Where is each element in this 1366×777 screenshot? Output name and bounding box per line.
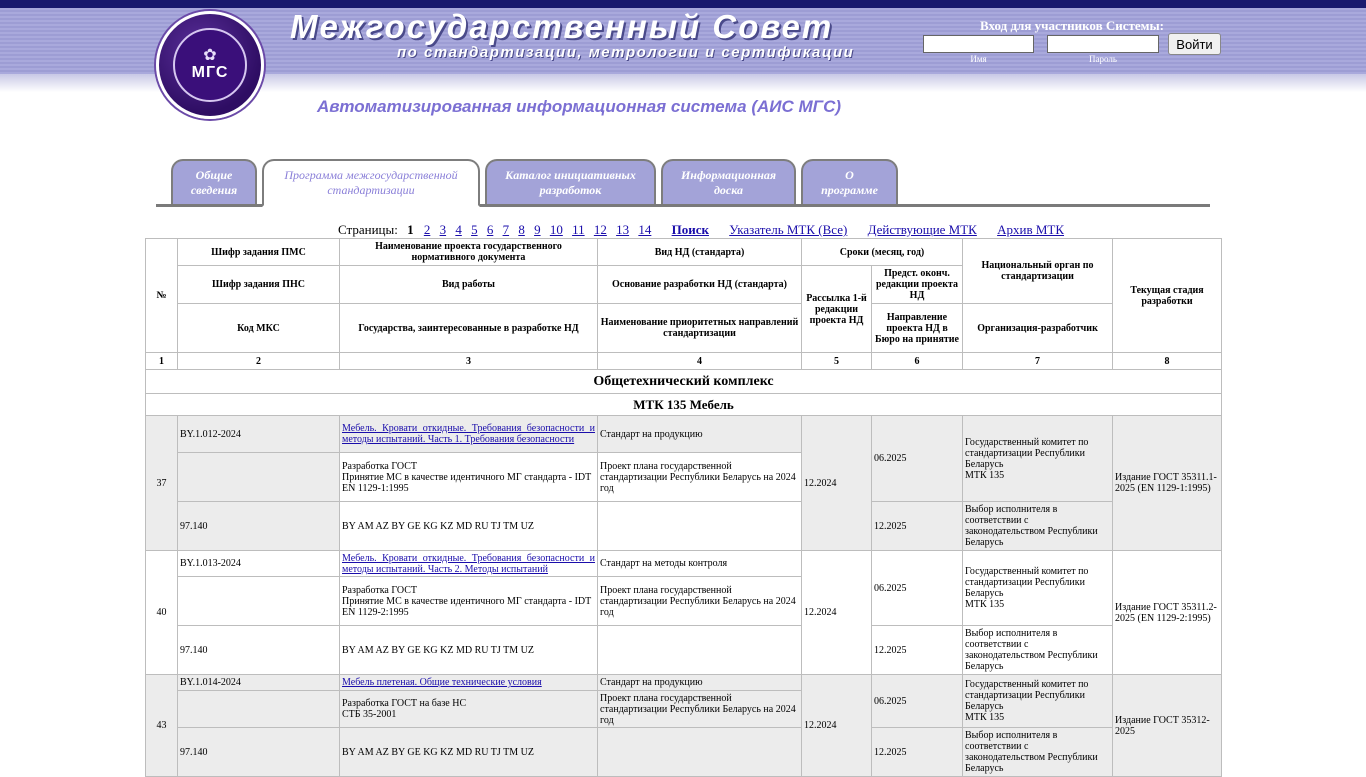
pns-code: [178, 453, 340, 502]
page-link[interactable]: 11: [572, 222, 585, 237]
work-type: [340, 453, 598, 502]
col-header-bureau: Направление проекта НД в Бюро на принятие: [872, 304, 963, 353]
emblem-icon: ✿: [203, 47, 217, 64]
states: BY AM AZ BY GE KG KZ MD RU TJ TM UZ: [340, 728, 598, 777]
priority: [598, 728, 802, 777]
bureau-date: 12.2025: [872, 728, 963, 777]
page-link[interactable]: 5: [471, 222, 478, 237]
current-stage: Издание ГОСТ 35311.2-2025 (EN 1129-2:1995): [1113, 551, 1222, 675]
national-body: [963, 551, 1113, 626]
col-number: 4: [598, 353, 802, 370]
work-type-text: Разработка ГОСТ: [342, 584, 418, 596]
project-title-link[interactable]: Мебель. Кровати откидные. Требования безопасности и методы испытаний. Часть 2. Методы испытаний: [342, 552, 595, 575]
nd-type: Стандарт на продукцию: [598, 416, 802, 453]
basis: Проект плана государственной стандартизации Республики Беларусь на 2024 год: [598, 453, 802, 502]
col-header-mks: Код МКС: [178, 304, 340, 353]
tc-name: МТК 135: [965, 469, 1005, 481]
logo-emblem: [173, 28, 247, 102]
work-type-text: Разработка ГОСТ: [342, 460, 418, 472]
work-type-detail: Принятие МС в качестве идентичного МГ стандарта - IDT: [342, 471, 592, 483]
login-button[interactable]: Войти: [1168, 33, 1221, 55]
national-body: [963, 416, 1113, 502]
page-link[interactable]: 14: [638, 222, 652, 237]
project-title-link[interactable]: Мебель. Кровати откидные. Требования безопасности и методы испытаний. Часть 1. Требования безопасности: [342, 423, 595, 445]
col-number: 8: [1113, 353, 1222, 370]
source-standard: EN 1129-2:1995: [342, 606, 409, 618]
page-link[interactable]: 9: [534, 222, 541, 237]
page-link[interactable]: 4: [455, 222, 462, 237]
col-header-national-body: Национальный орган по стандартизации: [963, 239, 1113, 304]
current-page: 1: [407, 222, 414, 237]
project-title-link[interactable]: Мебель плетеная. Общие технические условия: [342, 677, 542, 688]
col-header-states: Государства, заинтересованные в разработке НД: [340, 304, 598, 353]
bureau-date: 12.2025: [872, 626, 963, 675]
project-title-cell: [340, 675, 598, 691]
login-password-label: Пароль: [1089, 54, 1117, 64]
tc-name: МТК 135: [965, 599, 1005, 610]
col-number: 3: [340, 353, 598, 370]
col-header-nd-type: Вид НД (стандарта): [598, 239, 802, 266]
col-header-title: Наименование проекта государственного нормативного документа: [340, 239, 598, 266]
states: BY AM AZ BY GE KG KZ MD RU TJ TM UZ: [340, 502, 598, 551]
row-number: 37: [146, 416, 178, 551]
row-number: 43: [146, 675, 178, 777]
col-header-developer: Организация-разработчик: [963, 304, 1113, 353]
col-number: 7: [963, 353, 1113, 370]
login-name-input[interactable]: [923, 35, 1034, 53]
page-link[interactable]: 3: [439, 222, 447, 237]
program-table: [145, 238, 1222, 777]
tab-label-line2: разработок: [539, 183, 602, 197]
ais-title: Автоматизированная информационная система (АИС МГС): [317, 97, 842, 116]
tab-about-program[interactable]: [801, 159, 898, 205]
org-title: Межгосударственный Совет: [290, 8, 834, 45]
tab-info-board[interactable]: [661, 159, 796, 205]
col-header-final-edition: Предст. оконч. редакции проекта НД: [872, 266, 963, 304]
col-header-deadlines: Сроки (месяц, год): [802, 239, 963, 266]
page-link[interactable]: 6: [486, 222, 494, 237]
page-link[interactable]: 8: [518, 222, 525, 237]
tab-label-line1: Общие: [195, 168, 233, 182]
col-header-priority: Наименование приоритетных направлений стандартизации: [598, 304, 802, 353]
national-body-text: Государственный комитет по стандартизации Республики Беларусь: [965, 436, 1089, 470]
work-type-detail: СТБ 35-2001: [342, 709, 397, 720]
tab-label-line1: Каталог инициативных: [505, 168, 636, 182]
pns-code: [178, 691, 340, 728]
nd-type: Стандарт на продукцию: [598, 675, 802, 691]
distribution-date: 12.2024: [802, 416, 872, 551]
col-number: 1: [146, 353, 178, 370]
current-stage: Издание ГОСТ 35311.1-2025 (EN 1129-1:1995): [1113, 416, 1222, 551]
final-edition-date: 06.2025: [872, 416, 963, 502]
distribution-date: 12.2024: [802, 551, 872, 675]
tab-label-line1: Программа межгосударственной: [284, 168, 458, 182]
priority: [598, 502, 802, 551]
project-title-cell: [340, 416, 598, 453]
national-body-text: Государственный комитет по стандартизации Республики Беларусь: [965, 679, 1089, 712]
source-standard: EN 1129-1:1995: [342, 482, 409, 494]
work-type: [340, 691, 598, 728]
pns-code: [178, 577, 340, 626]
national-body-text: Государственный комитет по стандартизации Республики Беларусь: [965, 566, 1089, 599]
work-type-detail: Принятие МС в качестве идентичного МГ стандарта - IDT: [342, 595, 592, 607]
col-header-distribution: Рассылка 1-й редакции проекта НД: [802, 266, 872, 353]
national-body: [963, 675, 1113, 728]
login-password-input[interactable]: [1047, 35, 1159, 53]
distribution-date: 12.2024: [802, 675, 872, 777]
subsection-title: МТК 135 Мебель: [146, 394, 1222, 416]
login-title: Вход для участников Системы:: [980, 18, 1164, 33]
pagination: [338, 222, 1067, 238]
col-number: 6: [872, 353, 963, 370]
basis: Проект плана государственной стандартизации Республики Беларусь на 2024 год: [598, 691, 802, 728]
col-number: 5: [802, 353, 872, 370]
org-subtitle: по стандартизации, метрологии и сертификации: [397, 44, 855, 61]
nd-type: Стандарт на методы контроля: [598, 551, 802, 577]
tab-label-line2: стандартизации: [327, 183, 415, 197]
work-type: [340, 577, 598, 626]
row-number: 40: [146, 551, 178, 675]
pms-code: BY.1.012-2024: [178, 416, 340, 453]
project-title-cell: [340, 551, 598, 577]
states: BY AM AZ BY GE KG KZ MD RU TJ TM UZ: [340, 626, 598, 675]
active-mtk-link[interactable]: Действующие МТК: [867, 222, 977, 237]
tab-label-line2: доска: [713, 183, 744, 197]
mks-code: 97.140: [178, 626, 340, 675]
pages-label: Страницы:: [338, 222, 398, 237]
login-name-label: Имя: [970, 54, 987, 64]
tab-label-line2: программе: [821, 183, 878, 197]
tab-initiative-catalog[interactable]: [485, 159, 656, 205]
col-header-pns: Шифр задания ПНС: [178, 266, 340, 304]
page-link[interactable]: 13: [616, 222, 630, 237]
tc-name: МТК 135: [965, 712, 1005, 723]
tab-label-line2: сведения: [190, 183, 238, 197]
page-link[interactable]: 7: [502, 222, 510, 237]
search-link[interactable]: Поиск: [671, 222, 709, 237]
tab-general-info[interactable]: [171, 159, 257, 205]
logo-abbreviation: МГС: [191, 64, 229, 81]
header-top-stripe: [0, 0, 1366, 8]
work-type-text: Разработка ГОСТ на базе НС: [342, 698, 467, 709]
page-link[interactable]: 10: [549, 222, 563, 237]
tab-standardization-program[interactable]: [262, 159, 480, 207]
pms-code: BY.1.013-2024: [178, 551, 340, 577]
tab-label-line1: О: [845, 168, 854, 182]
mtk-archive-link[interactable]: Архив МТК: [997, 222, 1065, 237]
mks-code: 97.140: [178, 728, 340, 777]
final-edition-date: 06.2025: [872, 675, 963, 728]
col-header-basis: Основание разработки НД (стандарта): [598, 266, 802, 304]
current-stage: Издание ГОСТ 35312-2025: [1113, 675, 1222, 777]
mks-code: 97.140: [178, 502, 340, 551]
col-header-stage: Текущая стадия разработки: [1113, 239, 1222, 353]
col-header-num: №: [146, 239, 178, 353]
page-link[interactable]: 2: [423, 222, 431, 237]
col-header-work-type: Вид работы: [340, 266, 598, 304]
basis: Проект плана государственной стандартизации Республики Беларусь на 2024 год: [598, 577, 802, 626]
page-link[interactable]: 12: [593, 222, 607, 237]
col-number: 2: [178, 353, 340, 370]
priority: [598, 626, 802, 675]
col-header-pms: Шифр задания ПМС: [178, 239, 340, 266]
final-edition-date: 06.2025: [872, 551, 963, 626]
mgs-logo[interactable]: [156, 11, 264, 119]
tab-label-line1: Информационная: [680, 168, 777, 182]
mtk-index-link[interactable]: Указатель МТК (Все): [729, 222, 848, 237]
pms-code: BY.1.014-2024: [178, 675, 340, 691]
developer: Выбор исполнителя в соответствии с законодательством Республики Беларусь: [963, 626, 1113, 675]
bureau-date: 12.2025: [872, 502, 963, 551]
developer: Выбор исполнителя в соответствии с законодательством Республики Беларусь: [963, 728, 1113, 777]
section-title: Общетехнический комплекс: [146, 370, 1222, 394]
developer: Выбор исполнителя в соответствии с законодательством Республики Беларусь: [963, 502, 1113, 551]
